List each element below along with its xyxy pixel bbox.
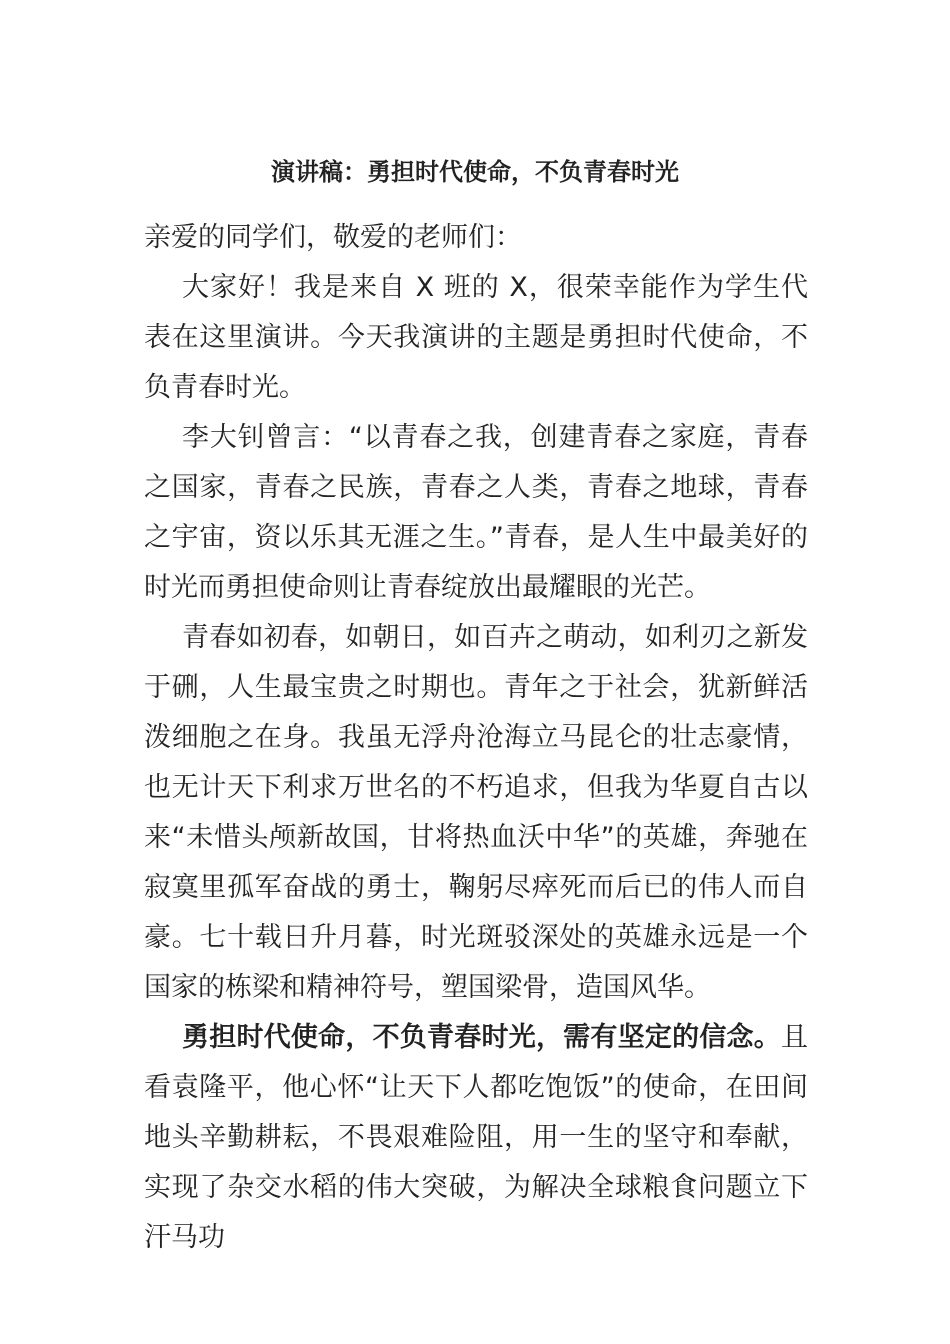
salutation: 亲爱的同学们，敬爱的老师们： xyxy=(144,222,522,253)
paragraph-youth: 青春如初春，如朝日，如百卉之萌动，如利刃之新发于硎，人生最宝贵之时期也。青年之于社会，犹新鲜活泼细胞之在身。我虽无浮舟沧海立马昆仑的壮志豪情，也无计天下利求万世名的不朽追求，但我为华夏自古以来“未惜头颅新故国，甘将热血沃中华”的英雄，奔驰在寂寞里孤军奋战的勇士，鞠躬尽瘁死而后已的伟人而自豪。七十载日升月暮，时光斑驳深处的英雄永远是一个国家的栋梁和精神符号，塑国梁骨，造国风华。 xyxy=(144,622,808,1003)
paragraph-belief-text: 且看袁隆平，他心怀“让天下人都吃饱饭”的使命，在田间地头辛勤耕耘，不畏艰难险阻，用一生的坚守和奉献，实现了杂交水稻的伟大突破，为解决全球粮食问题立下汗马功 xyxy=(144,1022,808,1253)
paragraph-belief xyxy=(144,1013,808,1263)
paragraph-belief-lead: 勇担时代使命，不负青春时光，需有坚定的信念。 xyxy=(182,1022,781,1053)
document-title: 演讲稿：勇担时代使命，不负青春时光 xyxy=(271,158,679,186)
document-body xyxy=(144,213,808,1263)
paragraph-greeting: 大家好！我是来自 X 班的 X，很荣幸能作为学生代表在这里演讲。今天我演讲的主题是勇担时代使命，不负青春时光。 xyxy=(144,272,808,403)
paragraph-quote: 李大钊曾言：“以青春之我，创建青春之家庭，青春之国家，青春之民族，青春之人类，青春之地球，青春之宇宙，资以乐其无涯之生。”青春，是人生中最美好的时光而勇担使命则让青春绽放出最耀眼的光芒。 xyxy=(144,422,808,603)
